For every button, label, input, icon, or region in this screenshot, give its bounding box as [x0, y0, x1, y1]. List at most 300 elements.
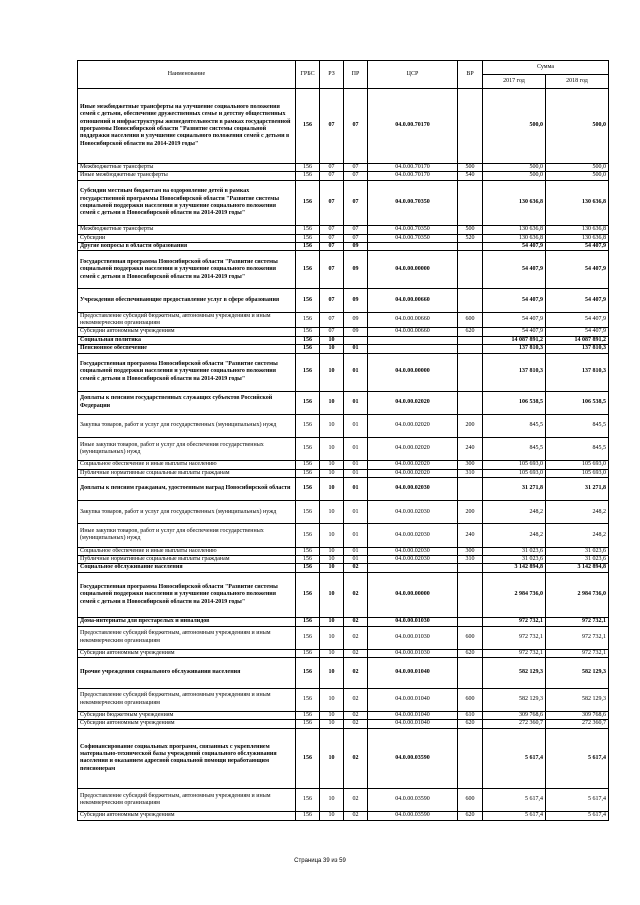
cell-grbs: 156 [296, 353, 320, 391]
cell-sum-2017: 5 617,4 [483, 788, 546, 811]
header-csr: ЦСР [368, 61, 458, 89]
cell-csr: 04.0.00.70350 [368, 226, 458, 234]
cell-csr: 04.0.00.01040 [368, 658, 458, 689]
cell-csr: 04.0.00.02030 [368, 478, 458, 501]
table-row [78, 649, 609, 657]
table-row [78, 226, 609, 234]
table-row [78, 720, 609, 728]
cell-sum-2018: 500,0 [546, 89, 609, 164]
cell-name: Субсидии местным бюджетам на оздоровление детей в рамках государственной программы Новосибирской области "Развитие системы социальной поддержки населения и улучшение социального положения семей с детьми в Новосибирской области на 2014-2019 годы" [78, 180, 296, 225]
cell-pr: 02 [344, 626, 368, 649]
cell-vr: 240 [458, 438, 483, 461]
cell-csr: 04.0.00.01030 [368, 626, 458, 649]
cell-name: Социальное обеспечение и иные выплаты населению [78, 461, 296, 469]
cell-sum-2017: 500,0 [483, 89, 546, 164]
cell-sum-2018: 272 360,7 [546, 720, 609, 728]
cell-sum-2018: 54 407,9 [546, 243, 609, 251]
cell-grbs: 156 [296, 711, 320, 719]
cell-pr: 07 [344, 89, 368, 164]
cell-csr: 04.0.00.70170 [368, 89, 458, 164]
cell-sum-2018: 845,5 [546, 438, 609, 461]
cell-rz: 07 [320, 234, 344, 242]
cell-csr: 04.0.00.00000 [368, 353, 458, 391]
cell-sum-2017: 130 636,8 [483, 226, 546, 234]
cell-csr: 04.0.00.02020 [368, 469, 458, 477]
cell-sum-2018: 248,2 [546, 501, 609, 524]
cell-rz: 10 [320, 438, 344, 461]
cell-sum-2017: 248,2 [483, 524, 546, 547]
cell-pr: 01 [344, 478, 368, 501]
table-row [78, 328, 609, 336]
cell-sum-2018: 54 407,9 [546, 251, 609, 289]
cell-name: Субсидии [78, 234, 296, 242]
cell-csr: 04.0.00.02030 [368, 524, 458, 547]
cell-sum-2017: 105 693,0 [483, 461, 546, 469]
cell-sum-2017: 972 732,1 [483, 649, 546, 657]
cell-name: Субсидии автономным учреждениям [78, 812, 296, 820]
cell-sum-2017: 54 407,9 [483, 251, 546, 289]
cell-grbs: 156 [296, 649, 320, 657]
cell-vr [458, 243, 483, 251]
cell-csr: 04.0.00.00660 [368, 328, 458, 336]
cell-name: Закупка товаров, работ и услуг для государственных (муниципальных) нужд [78, 414, 296, 437]
cell-rz: 10 [320, 711, 344, 719]
cell-name: Государственная программа Новосибирской области "Развитие системы социальной поддержки населения и улучшение социального положения семей с детьми в Новосибирской области на 2014-2019 годы" [78, 572, 296, 617]
cell-csr: 04.0.00.01040 [368, 711, 458, 719]
cell-grbs: 156 [296, 812, 320, 820]
cell-csr [368, 243, 458, 251]
header-vr: ВР [458, 61, 483, 89]
cell-vr: 310 [458, 555, 483, 563]
cell-pr: 02 [344, 572, 368, 617]
table-row [78, 353, 609, 391]
cell-pr: 09 [344, 328, 368, 336]
cell-rz: 10 [320, 618, 344, 626]
cell-grbs: 156 [296, 501, 320, 524]
cell-csr: 04.0.00.03590 [368, 788, 458, 811]
table-row [78, 180, 609, 225]
cell-name: Публичные нормативные социальные выплаты гражданам [78, 555, 296, 563]
cell-name: Предоставление субсидий бюджетным, автономным учреждениям и иным некоммерческим организациям [78, 688, 296, 711]
table-row [78, 164, 609, 172]
cell-vr: 600 [458, 688, 483, 711]
cell-csr: 04.0.00.00660 [368, 312, 458, 328]
cell-rz: 07 [320, 312, 344, 328]
cell-pr: 02 [344, 728, 368, 788]
cell-sum-2017: 54 407,9 [483, 328, 546, 336]
cell-rz: 10 [320, 572, 344, 617]
cell-sum-2018: 137 810,3 [546, 345, 609, 353]
cell-rz: 10 [320, 336, 344, 344]
cell-csr [368, 564, 458, 572]
cell-sum-2017: 500,0 [483, 164, 546, 172]
table-row [78, 172, 609, 180]
table-row [78, 728, 609, 788]
cell-name: Предоставление субсидий бюджетным, автономным учреждениям и иным некоммерческим организациям [78, 312, 296, 328]
cell-vr: 310 [458, 469, 483, 477]
cell-grbs: 156 [296, 328, 320, 336]
cell-csr: 04.0.00.02020 [368, 414, 458, 437]
cell-rz: 10 [320, 788, 344, 811]
cell-rz: 10 [320, 564, 344, 572]
cell-sum-2018: 31 023,6 [546, 555, 609, 563]
cell-rz: 10 [320, 555, 344, 563]
cell-pr: 02 [344, 688, 368, 711]
table-row [78, 524, 609, 547]
table-row [78, 243, 609, 251]
cell-rz: 10 [320, 414, 344, 437]
cell-sum-2017: 845,5 [483, 438, 546, 461]
cell-sum-2017: 106 538,5 [483, 391, 546, 414]
cell-name: Государственная программа Новосибирской области "Развитие системы социальной поддержки населения и улучшение социального положения семей с детьми в Новосибирской области на 2014-2019 годы" [78, 251, 296, 289]
cell-vr: 500 [458, 226, 483, 234]
cell-grbs: 156 [296, 720, 320, 728]
cell-vr [458, 618, 483, 626]
table-row [78, 234, 609, 242]
table-row [78, 89, 609, 164]
cell-pr: 02 [344, 812, 368, 820]
cell-sum-2017: 137 810,3 [483, 345, 546, 353]
cell-sum-2018: 54 407,9 [546, 328, 609, 336]
cell-name: Социальное обеспечение и иные выплаты населению [78, 547, 296, 555]
cell-grbs: 156 [296, 336, 320, 344]
cell-rz: 10 [320, 547, 344, 555]
cell-name: Предоставление субсидий бюджетным, автономным учреждениям и иным некоммерческим организациям [78, 788, 296, 811]
cell-sum-2018: 106 538,5 [546, 391, 609, 414]
cell-grbs: 156 [296, 312, 320, 328]
cell-rz: 07 [320, 226, 344, 234]
cell-vr [458, 345, 483, 353]
cell-vr [458, 289, 483, 312]
cell-pr: 09 [344, 312, 368, 328]
cell-sum-2018: 248,2 [546, 524, 609, 547]
cell-grbs: 156 [296, 251, 320, 289]
table-row [78, 501, 609, 524]
cell-grbs: 156 [296, 289, 320, 312]
cell-csr: 04.0.00.03590 [368, 728, 458, 788]
cell-vr [458, 478, 483, 501]
cell-grbs: 156 [296, 555, 320, 563]
cell-sum-2017: 130 636,8 [483, 180, 546, 225]
cell-vr: 620 [458, 328, 483, 336]
cell-sum-2017: 54 407,9 [483, 243, 546, 251]
cell-rz: 10 [320, 688, 344, 711]
cell-csr: 04.0.00.70350 [368, 180, 458, 225]
cell-name: Субсидии автономным учреждениям [78, 328, 296, 336]
cell-grbs: 156 [296, 243, 320, 251]
cell-pr: 07 [344, 226, 368, 234]
cell-pr: 02 [344, 788, 368, 811]
cell-rz: 10 [320, 524, 344, 547]
cell-vr [458, 658, 483, 689]
cell-sum-2017: 31 023,6 [483, 547, 546, 555]
table-row [78, 469, 609, 477]
cell-pr: 01 [344, 414, 368, 437]
table-row [78, 547, 609, 555]
cell-pr: 01 [344, 547, 368, 555]
cell-vr: 200 [458, 501, 483, 524]
cell-csr: 04.0.00.01040 [368, 720, 458, 728]
cell-sum-2018: 31 271,8 [546, 478, 609, 501]
table-row [78, 312, 609, 328]
cell-rz: 10 [320, 461, 344, 469]
cell-rz: 10 [320, 626, 344, 649]
cell-vr: 540 [458, 172, 483, 180]
table-body [78, 89, 609, 821]
cell-grbs: 156 [296, 572, 320, 617]
cell-vr: 610 [458, 711, 483, 719]
cell-sum-2017: 54 407,9 [483, 289, 546, 312]
table-row [78, 564, 609, 572]
cell-rz: 07 [320, 243, 344, 251]
header-rz: РЗ [320, 61, 344, 89]
cell-pr: 07 [344, 180, 368, 225]
cell-sum-2017: 972 732,1 [483, 618, 546, 626]
cell-pr: 01 [344, 353, 368, 391]
cell-csr: 04.0.00.02030 [368, 555, 458, 563]
cell-grbs: 156 [296, 728, 320, 788]
cell-name: Межбюджетные трансферты [78, 226, 296, 234]
cell-name: Социальное обслуживание населения [78, 564, 296, 572]
cell-vr [458, 728, 483, 788]
cell-vr: 300 [458, 461, 483, 469]
cell-vr: 600 [458, 788, 483, 811]
cell-grbs: 156 [296, 180, 320, 225]
cell-sum-2018: 5 617,4 [546, 728, 609, 788]
cell-grbs: 156 [296, 564, 320, 572]
cell-csr: 04.0.00.00660 [368, 289, 458, 312]
cell-sum-2017: 14 087 891,2 [483, 336, 546, 344]
cell-pr: 02 [344, 649, 368, 657]
cell-sum-2018: 5 617,4 [546, 788, 609, 811]
document-sheet [77, 60, 608, 821]
cell-rz: 10 [320, 469, 344, 477]
cell-grbs: 156 [296, 461, 320, 469]
cell-sum-2018: 130 636,8 [546, 180, 609, 225]
cell-csr: 04.0.00.02020 [368, 461, 458, 469]
cell-sum-2017: 582 129,3 [483, 688, 546, 711]
cell-grbs: 156 [296, 164, 320, 172]
cell-pr: 02 [344, 720, 368, 728]
cell-vr [458, 572, 483, 617]
cell-sum-2018: 54 407,9 [546, 312, 609, 328]
cell-vr: 620 [458, 649, 483, 657]
cell-rz: 10 [320, 478, 344, 501]
cell-name: Предоставление субсидий бюджетным, автономным учреждениям и иным некоммерческим организациям [78, 626, 296, 649]
cell-csr: 04.0.00.01040 [368, 688, 458, 711]
cell-vr [458, 564, 483, 572]
cell-rz: 07 [320, 328, 344, 336]
table-row [78, 438, 609, 461]
cell-name: Закупка товаров, работ и услуг для государственных (муниципальных) нужд [78, 501, 296, 524]
cell-grbs: 156 [296, 391, 320, 414]
cell-grbs: 156 [296, 788, 320, 811]
cell-name: Другие вопросы в области образования [78, 243, 296, 251]
table-header [78, 61, 609, 89]
cell-vr: 300 [458, 547, 483, 555]
cell-grbs: 156 [296, 618, 320, 626]
cell-sum-2018: 14 087 891,2 [546, 336, 609, 344]
cell-sum-2017: 272 360,7 [483, 720, 546, 728]
cell-sum-2017: 130 636,8 [483, 234, 546, 242]
cell-grbs: 156 [296, 478, 320, 501]
table-row [78, 251, 609, 289]
cell-vr: 200 [458, 414, 483, 437]
cell-grbs: 156 [296, 172, 320, 180]
table-row [78, 788, 609, 811]
table-row [78, 478, 609, 501]
table-row [78, 345, 609, 353]
cell-pr: 07 [344, 234, 368, 242]
table-row [78, 711, 609, 719]
cell-vr: 520 [458, 234, 483, 242]
cell-grbs: 156 [296, 524, 320, 547]
cell-grbs: 156 [296, 688, 320, 711]
cell-rz: 07 [320, 164, 344, 172]
cell-csr: 04.0.00.02030 [368, 501, 458, 524]
cell-pr: 01 [344, 438, 368, 461]
cell-pr: 09 [344, 289, 368, 312]
cell-rz: 10 [320, 812, 344, 820]
cell-sum-2018: 130 636,8 [546, 226, 609, 234]
cell-pr: 01 [344, 345, 368, 353]
cell-sum-2017: 582 129,3 [483, 658, 546, 689]
cell-vr [458, 251, 483, 289]
cell-csr: 04.0.00.02020 [368, 438, 458, 461]
cell-sum-2017: 137 810,3 [483, 353, 546, 391]
cell-name: Софинансирование социальных программ, связанных с укреплением материально-технической базы учреждений социального обслуживания населения и оказанием адресной социальной помощи неработающим пенсионерам [78, 728, 296, 788]
cell-name: Публичные нормативные социальные выплаты гражданам [78, 469, 296, 477]
cell-grbs: 156 [296, 438, 320, 461]
header-pr: ПР [344, 61, 368, 89]
cell-pr: 01 [344, 555, 368, 563]
cell-vr: 500 [458, 164, 483, 172]
cell-pr: 01 [344, 501, 368, 524]
cell-name: Пенсионное обеспечение [78, 345, 296, 353]
cell-vr [458, 180, 483, 225]
cell-pr: 09 [344, 243, 368, 251]
cell-sum-2017: 5 617,4 [483, 812, 546, 820]
cell-csr: 04.0.00.00000 [368, 572, 458, 617]
cell-csr [368, 336, 458, 344]
cell-grbs: 156 [296, 89, 320, 164]
cell-sum-2018: 130 636,8 [546, 234, 609, 242]
cell-pr: 02 [344, 711, 368, 719]
cell-vr: 240 [458, 524, 483, 547]
cell-name: Субсидии бюджетным учреждениям [78, 711, 296, 719]
cell-csr: 04.0.00.70170 [368, 172, 458, 180]
cell-sum-2018: 5 617,4 [546, 812, 609, 820]
cell-name: Иные межбюджетные трансферты на улучшение социального положения семей с детьми, обеспечение дружественных семье и детству общественных отношений и инфраструктуры жизнедеятельности в рамках государственной программы Новосибирской области "Развитие системы социальной поддержки населения и улучшение социального положения семей с детьми в Новосибирской области на 2014-2019 годы" [78, 89, 296, 164]
cell-sum-2018: 3 142 894,8 [546, 564, 609, 572]
cell-vr [458, 353, 483, 391]
cell-sum-2017: 500,0 [483, 172, 546, 180]
cell-name: Доплаты к пенсиям гражданам, удостоенным наград Новосибирской области [78, 478, 296, 501]
table-row [78, 618, 609, 626]
cell-sum-2017: 309 768,6 [483, 711, 546, 719]
cell-rz: 10 [320, 501, 344, 524]
cell-grbs: 156 [296, 414, 320, 437]
cell-sum-2017: 972 732,1 [483, 626, 546, 649]
header-name: Наименование [78, 61, 296, 89]
cell-rz: 07 [320, 180, 344, 225]
cell-rz: 10 [320, 649, 344, 657]
budget-table [77, 60, 609, 821]
cell-name: Дома-интернаты для престарелых и инвалидов [78, 618, 296, 626]
cell-rz: 07 [320, 289, 344, 312]
table-row [78, 461, 609, 469]
cell-name: Иные закупки товаров, работ и услуг для обеспечения государственных (муниципальных) нужд [78, 438, 296, 461]
cell-sum-2018: 500,0 [546, 172, 609, 180]
cell-pr: 01 [344, 461, 368, 469]
cell-sum-2018: 972 732,1 [546, 649, 609, 657]
cell-name: Государственная программа Новосибирской области "Развитие системы социальной поддержки населения и улучшение социального положения семей с детьми в Новосибирской области на 2014-2019 годы" [78, 353, 296, 391]
cell-csr: 04.0.00.03590 [368, 812, 458, 820]
cell-vr [458, 391, 483, 414]
cell-grbs: 156 [296, 547, 320, 555]
cell-name: Социальная политика [78, 336, 296, 344]
cell-sum-2018: 309 768,6 [546, 711, 609, 719]
cell-name: Иные закупки товаров, работ и услуг для обеспечения государственных (муниципальных) нужд [78, 524, 296, 547]
cell-sum-2018: 972 732,1 [546, 618, 609, 626]
cell-sum-2018: 54 407,9 [546, 289, 609, 312]
cell-rz: 10 [320, 391, 344, 414]
cell-sum-2017: 5 617,4 [483, 728, 546, 788]
cell-rz: 10 [320, 728, 344, 788]
cell-sum-2017: 105 693,0 [483, 469, 546, 477]
header-2017: 2017 год [483, 75, 546, 89]
cell-rz: 10 [320, 345, 344, 353]
cell-rz: 07 [320, 172, 344, 180]
header-grbs: ГРБС [296, 61, 320, 89]
cell-csr: 04.0.00.00000 [368, 251, 458, 289]
table-row [78, 336, 609, 344]
cell-vr [458, 336, 483, 344]
cell-pr: 09 [344, 251, 368, 289]
cell-grbs: 156 [296, 626, 320, 649]
cell-sum-2018: 582 129,3 [546, 688, 609, 711]
table-row [78, 555, 609, 563]
cell-pr: 01 [344, 469, 368, 477]
cell-sum-2018: 31 023,6 [546, 547, 609, 555]
cell-sum-2018: 105 693,0 [546, 469, 609, 477]
cell-rz: 10 [320, 353, 344, 391]
cell-sum-2017: 54 407,9 [483, 312, 546, 328]
cell-sum-2018: 582 129,3 [546, 658, 609, 689]
cell-grbs: 156 [296, 469, 320, 477]
cell-sum-2018: 845,5 [546, 414, 609, 437]
cell-sum-2017: 3 142 894,8 [483, 564, 546, 572]
cell-sum-2017: 31 271,8 [483, 478, 546, 501]
cell-vr [458, 89, 483, 164]
cell-name: Субсидии автономным учреждениям [78, 720, 296, 728]
header-2018: 2018 год [546, 75, 609, 89]
cell-sum-2018: 105 693,0 [546, 461, 609, 469]
cell-rz: 10 [320, 658, 344, 689]
table-row [78, 812, 609, 820]
cell-grbs: 156 [296, 658, 320, 689]
cell-vr: 620 [458, 720, 483, 728]
table-row [78, 289, 609, 312]
cell-csr: 04.0.00.01030 [368, 618, 458, 626]
cell-name: Доплаты к пенсиям государственных служащих субъектов Российской Федерации [78, 391, 296, 414]
cell-csr: 04.0.00.02020 [368, 391, 458, 414]
table-row [78, 626, 609, 649]
cell-vr: 600 [458, 312, 483, 328]
cell-csr [368, 345, 458, 353]
cell-sum-2017: 31 023,6 [483, 555, 546, 563]
cell-sum-2017: 845,5 [483, 414, 546, 437]
